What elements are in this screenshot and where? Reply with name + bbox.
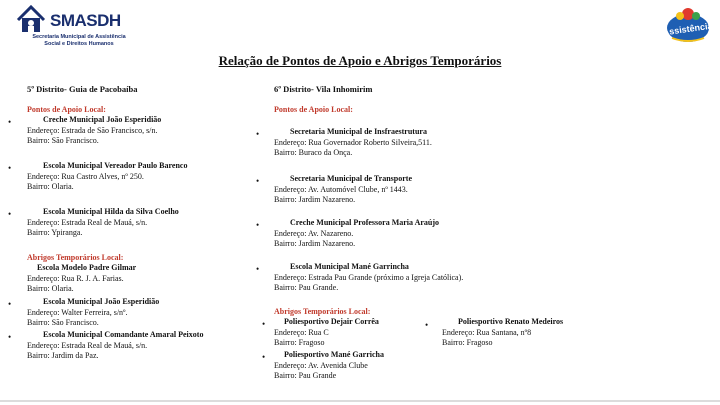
bullet-icon: •	[8, 299, 12, 309]
item-address: Endereço: Walter Ferreira, s/nº.	[27, 307, 128, 317]
list-item	[274, 317, 379, 349]
item-address: Endereço: Rua Santana, nº8	[442, 327, 532, 337]
item-neighborhood: Bairro: Jardim Nazareno.	[274, 195, 356, 204]
item-neighborhood: Bairro: Fragoso	[274, 338, 325, 347]
item-address: Endereço: Rua R. J. A. Farias.	[27, 273, 124, 283]
list-item	[27, 297, 159, 329]
item-name: Creche Municipal Professora Maria Araújo	[290, 218, 440, 227]
org-subtitle-1: Secretaria Municipal de Assistência	[32, 34, 126, 40]
left-shelter-heading: Abrigos Temporários Local:	[27, 253, 124, 262]
item-name: Escola Municipal Hilda da Silva Coelho	[43, 207, 179, 216]
smasdh-logo	[16, 4, 126, 48]
item-name: Secretaria Municipal de Transporte	[290, 174, 412, 183]
bullet-icon: •	[8, 117, 12, 127]
item-neighborhood: Bairro: Pau Grande	[274, 371, 337, 380]
assistencia-badge-icon	[662, 2, 714, 46]
list-item	[27, 330, 203, 362]
bullet-icon: •	[8, 163, 12, 173]
left-support-heading: Pontos de Apoio Local:	[27, 105, 106, 114]
right-support-heading: Pontos de Apoio Local:	[274, 105, 353, 114]
bullet-icon: •	[256, 129, 260, 139]
right-shelter-heading: Abrigos Temporários Local:	[274, 307, 371, 316]
bullet-icon: •	[256, 220, 260, 230]
org-subtitle-2: Social e Direitos Humanos	[44, 41, 114, 47]
item-address: Endereço: Rua Governador Roberto Silveira,511.	[274, 137, 432, 147]
item-address: Endereço: Av. Avenida Clube	[274, 360, 368, 370]
item-neighborhood: Bairro: Buraco da Onça.	[274, 148, 353, 157]
item-address: Endereço: Estrada Pau Grande (próximo a Igreja Católica).	[274, 272, 464, 282]
house-logo-icon	[16, 4, 46, 34]
list-item	[27, 161, 187, 193]
page-title: Relação de Pontos de Apoio e Abrigos Temporários	[218, 53, 502, 68]
item-name: Escola Municipal Comandante Amaral Peixoto	[43, 330, 204, 339]
item-name: Poliesportivo Dejair Corrêa	[284, 317, 379, 326]
item-neighborhood: Bairro: Pau Grande.	[274, 283, 339, 292]
bottom-divider	[0, 400, 720, 402]
item-address: Endereço: Av. Automóvel Clube, nº 1443.	[274, 184, 408, 194]
list-item	[27, 207, 179, 239]
list-item	[274, 174, 412, 206]
bullet-icon: •	[262, 352, 266, 362]
item-address: Endereço: Estrada Real de Mauá, s/n.	[27, 217, 148, 227]
item-name: Poliesportivo Mané Garricha	[284, 350, 384, 359]
item-address: Endereço: Rua C	[274, 327, 329, 337]
bullet-icon: •	[8, 209, 12, 219]
item-name: Escola Municipal João Esperidião	[43, 297, 160, 306]
list-item	[274, 218, 439, 250]
item-neighborhood: Bairro: Fragoso	[442, 338, 493, 347]
list-item	[274, 127, 432, 159]
list-item	[274, 262, 463, 294]
item-address: Endereço: Rua Castro Alves, nº 250.	[27, 171, 144, 181]
right-district-title: 6º Distrito- Vila Inhomirim	[274, 84, 373, 94]
item-address: Endereço: Av. Nazareno.	[274, 228, 354, 238]
badge-text: Assistência	[662, 20, 714, 38]
list-item	[442, 317, 563, 349]
list-item	[274, 350, 384, 382]
left-district-title: 5º Distrito- Guia de Pacobaíba	[27, 84, 138, 94]
list-item	[27, 115, 161, 147]
item-name: Poliesportivo Renato Medeiros	[458, 317, 564, 326]
item-neighborhood: Bairro: Olaria.	[27, 284, 74, 293]
org-name: SMASDH	[50, 11, 121, 30]
item-neighborhood: Bairro: São Francisco.	[27, 318, 99, 327]
item-address: Endereço: Estrada Real de Mauá, s/n.	[27, 340, 148, 350]
bullet-icon: •	[425, 320, 429, 330]
item-neighborhood: Bairro: Olaria.	[27, 182, 74, 191]
bullet-icon: •	[256, 176, 260, 186]
item-neighborhood: Bairro: São Francisco.	[27, 136, 99, 145]
bullet-icon: •	[262, 319, 266, 329]
item-name: Escola Municipal Vereador Paulo Barenco	[43, 161, 188, 170]
item-address: Endereço: Estrada de São Francisco, s/n.	[27, 125, 158, 135]
item-name: Creche Municipal João Esperidião	[43, 115, 162, 124]
item-neighborhood: Bairro: Ypiranga.	[27, 228, 83, 237]
list-item	[27, 263, 136, 295]
bullet-icon: •	[8, 332, 12, 342]
bullet-icon: •	[256, 264, 260, 274]
item-neighborhood: Bairro: Jardim da Paz.	[27, 351, 99, 360]
item-neighborhood: Bairro: Jardim Nazareno.	[274, 239, 356, 248]
assistencia-badge	[662, 2, 714, 46]
item-name: Secretaria Municipal de Insfraestrutura	[290, 127, 427, 136]
item-name: Escola Modelo Padre Gilmar	[37, 263, 137, 272]
item-name: Escola Municipal Mané Garrincha	[290, 262, 409, 271]
